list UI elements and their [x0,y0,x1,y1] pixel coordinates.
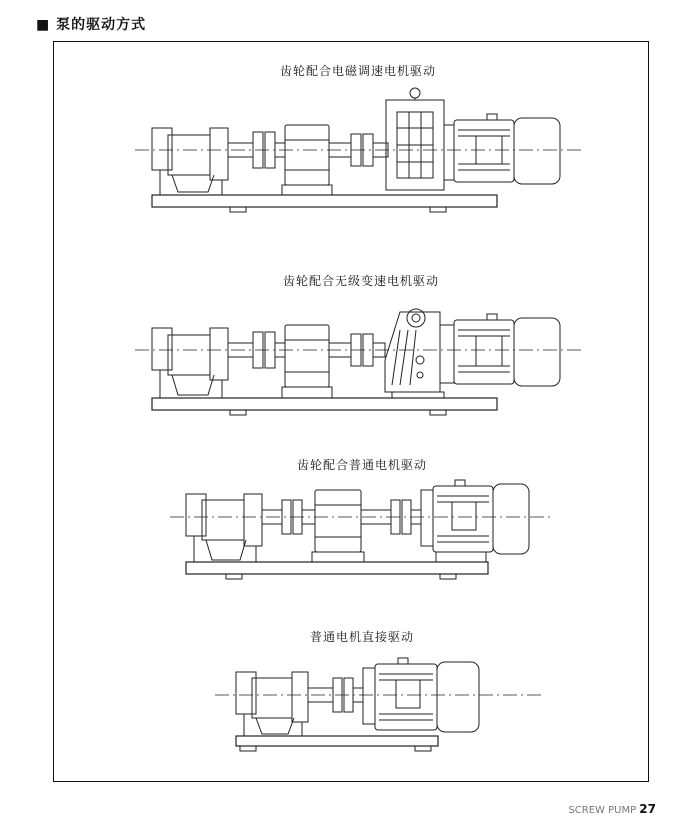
page-footer [568,802,656,816]
drawing-3 [170,480,550,579]
drawing-2 [135,309,585,415]
drawing-4 [215,658,545,751]
footer-text: SCREW PUMP [568,805,637,816]
caption-gear-standard-motor: 齿轮配合普通电机驱动 [297,458,428,472]
caption-direct-standard-motor: 普通电机直接驱动 [310,630,415,644]
section-title: ■ 泵的驱动方式 [36,17,147,33]
page-number: 27 [639,802,656,816]
caption-electromagnetic-speed-motor: 齿轮配合电磁调速电机驱动 [280,64,437,78]
drawing-1 [135,88,585,212]
caption-stepless-speed-motor: 齿轮配合无级变速电机驱动 [283,274,440,288]
